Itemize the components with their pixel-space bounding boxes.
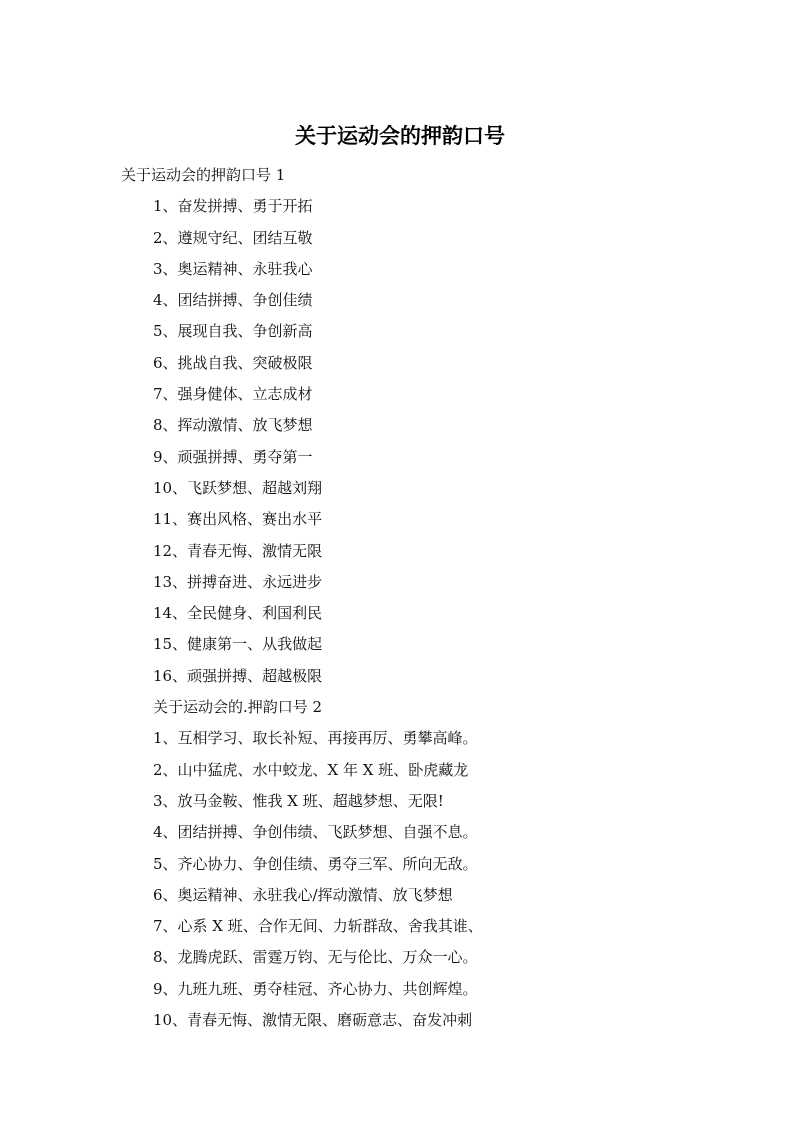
list-item: 9、九班九班、勇夺桂冠、齐心协力、共创辉煌。: [153, 979, 478, 998]
document-body: [0, 160, 800, 1036]
list-item: 16、顽强拼搏、超越极限: [153, 666, 323, 685]
list-item: 9、顽强拼搏、勇夺第一: [153, 447, 313, 466]
list-item: 15、健康第一、从我做起: [153, 635, 323, 654]
list-item: 7、心系 X 班、合作无间、力斩群敌、舍我其谁、: [153, 917, 483, 936]
list-item: 2、山中猛虎、水中蛟龙、X 年 X 班、卧虎藏龙: [153, 760, 469, 779]
list-item: 3、奥运精神、永驻我心: [153, 259, 313, 278]
list-item: 10、青春无悔、激情无限、磨砺意志、奋发冲刺: [153, 1011, 473, 1030]
list-item: 13、拼搏奋进、永远进步: [153, 572, 323, 591]
list-item: 8、挥动激情、放飞梦想: [153, 416, 313, 435]
list-item: 7、强身健体、立志成材: [153, 385, 313, 404]
list-item: 5、展现自我、争创新高: [153, 322, 313, 341]
list-item: 2、遵规守纪、团结互敬: [153, 228, 313, 247]
list-item: 6、挑战自我、突破极限: [153, 353, 313, 372]
section-heading: 关于运动会的.押韵口号 2: [153, 698, 323, 717]
document-title: 关于运动会的押韵口号: [295, 124, 505, 148]
list-item: 4、团结拼搏、争创佳绩: [153, 291, 313, 310]
list-item: 12、青春无悔、激情无限: [153, 541, 323, 560]
list-item: 4、团结拼搏、争创伟绩、飞跃梦想、自强不息。: [153, 823, 478, 842]
list-item: 10、飞跃梦想、超越刘翔: [153, 478, 323, 497]
list-item: 8、龙腾虎跃、雷霆万钧、无与伦比、万众一心。: [153, 948, 478, 967]
list-item: 6、奥运精神、永驻我心/挥动激情、放飞梦想: [153, 885, 453, 904]
list-item: 1、奋发拼搏、勇于开拓: [153, 197, 313, 216]
list-item: 14、全民健身、利国利民: [153, 604, 323, 623]
list-item: 1、互相学习、取长补短、再接再厉、勇攀高峰。: [153, 729, 478, 748]
section-heading: 关于运动会的押韵口号 1: [121, 166, 286, 184]
list-item: 5、齐心协力、争创佳绩、勇夺三军、所向无敌。: [153, 854, 478, 873]
list-item: 3、放马金鞍、惟我 X 班、超越梦想、无限!: [153, 791, 444, 810]
list-item: 11、赛出风格、赛出水平: [153, 510, 323, 529]
